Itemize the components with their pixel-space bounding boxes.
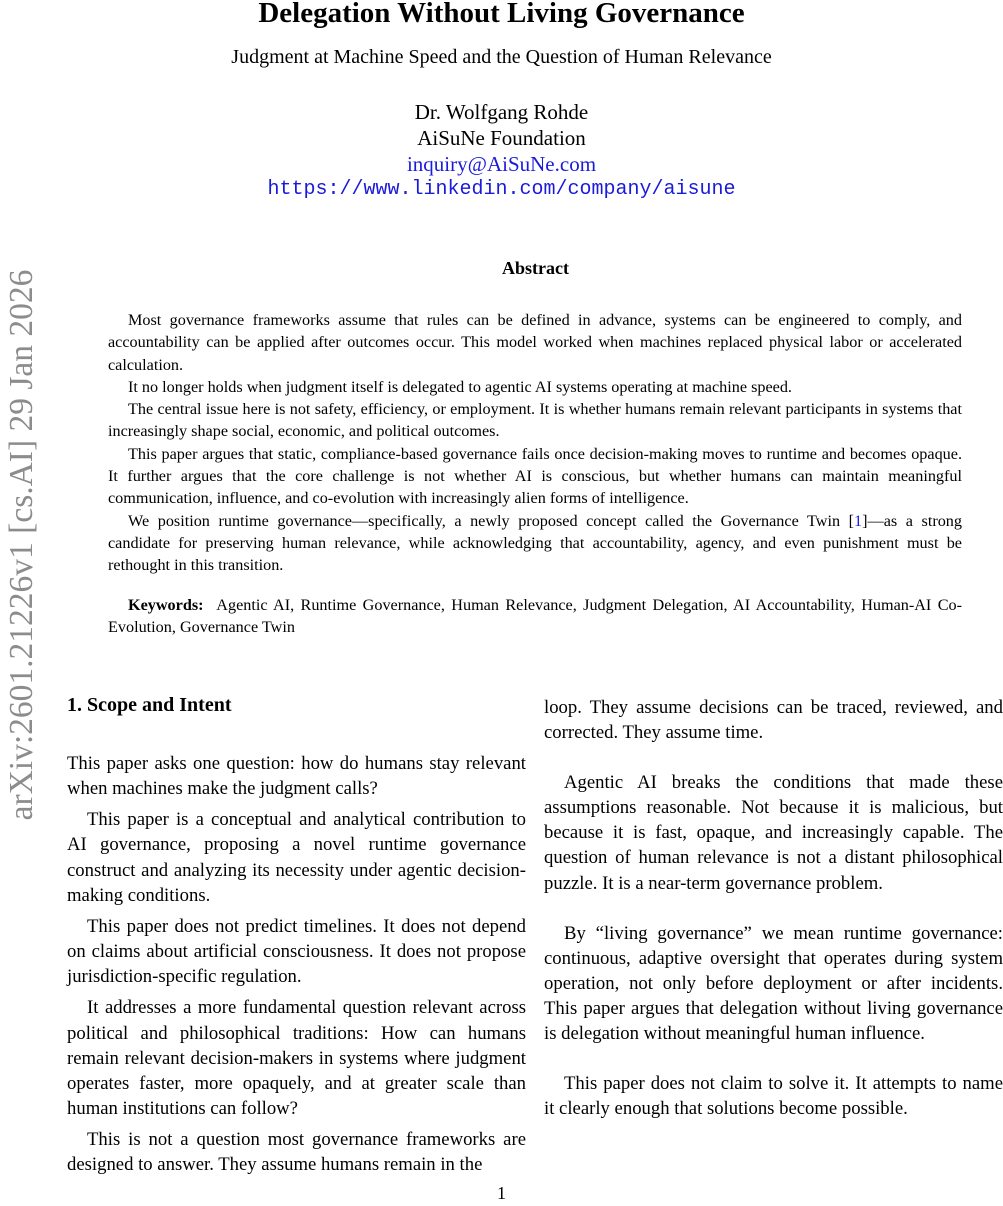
- paper-title: Delegation Without Living Governance: [258, 0, 745, 29]
- body-paragraph: loop. They assume decisions can be traced, reviewed, and corrected. They assume time.: [544, 697, 1003, 744]
- author-block: [0, 100, 1003, 203]
- body-paragraph: Agentic AI breaks the conditions that made these assumptions reasonable. Not because it is malicious, but because it is fast, opaque, and increasingly capable. The question of human relevance is not a distant philosophical puzzle. It is a near-term governance problem.: [544, 772, 1003, 894]
- arxiv-identifier: arXiv:2601.21226v1 [cs.AI] 29 Jan 2026: [3, 269, 40, 821]
- body-paragraph: This is not a question most governance frameworks are designed to answer. They assume humans remain in the: [67, 1129, 526, 1176]
- body-paragraph: This paper is a conceptual and analytical contribution to AI governance, proposing a novel runtime governance construct and analyzing its necessity under agentic decision-making conditions.: [67, 809, 526, 906]
- body-paragraph: This paper asks one question: how do humans stay relevant when machines make the judgment calls?: [67, 753, 526, 800]
- left-column: [67, 690, 526, 1177]
- abstract-body: [108, 309, 962, 577]
- section-heading: 1. Scope and Intent: [67, 694, 232, 716]
- author-affiliation: AiSuNe Foundation: [417, 125, 586, 150]
- body-paragraph: This paper does not predict timelines. It does not depend on claims about artificial consciousness. It does not propose jurisdiction-specific regulation.: [67, 915, 526, 988]
- author-name: Dr. Wolfgang Rohde: [414, 100, 589, 124]
- abstract-text: We position runtime governance—specifically, a newly proposed concept called the Governance Twin [: [128, 511, 855, 530]
- paper-subtitle: Judgment at Machine Speed and the Question of Human Relevance: [231, 46, 772, 68]
- citation-link[interactable]: 1: [854, 511, 863, 530]
- abstract-heading: Abstract: [502, 258, 569, 278]
- author-email-link[interactable]: inquiry@AiSuNe.com: [406, 151, 597, 176]
- page-number: 1: [497, 1183, 506, 1203]
- abstract-paragraph: It no longer holds when judgment itself is delegated to agentic AI systems operating at machine speed.: [128, 377, 792, 396]
- body-paragraph: By “living governance” we mean runtime governance: continuous, adaptive oversight that operates during system operation, not only before deployment or after incidents. This paper argues that delegation without living governance is delegation without meaningful human influence.: [544, 922, 1003, 1045]
- author-url-link[interactable]: https://www.linkedin.com/company/aisune: [267, 178, 736, 202]
- right-column: [544, 695, 1003, 1121]
- abstract-paragraph: The central issue here is not safety, efficiency, or employment. It is whether humans remain relevant participants in systems that increasingly shape social, economic, and political outcomes.: [108, 400, 962, 441]
- abstract-paragraph: This paper argues that static, compliance-based governance fails once decision-making moves to runtime and becomes opaque. It further argues that the core challenge is not whether AI is conscious, but whether humans can maintain meaningful communication, influence, and co-evolution with increasingly alien forms of intelligence.: [108, 444, 962, 508]
- keywords-label: Keywords:: [128, 596, 204, 614]
- body-paragraph: It addresses a more fundamental question relevant across political and philosophical traditions: How can humans remain relevant decision-makers in systems where judgment operates faster, more opaquely, and at greater scale than human institutions can follow?: [67, 997, 526, 1119]
- abstract-paragraph: Most governance frameworks assume that rules can be defined in advance, systems can be engineered to comply, and accountability can be applied after outcomes occur. This model worked when machines replaced physical labor or accelerated calculation.: [108, 311, 962, 374]
- keywords-text: Agentic AI, Runtime Governance, Human Relevance, Judgment Delegation, AI Accountability, Human-AI Co-Evolution, Governance Twin: [108, 596, 962, 637]
- abstract-text: ]—as a strong candidate for preserving human relevance, while acknowledging that accountability, agency, and even punishment must be rethought in this transition.: [108, 511, 962, 575]
- abstract-paragraph: [108, 510, 962, 577]
- body-paragraph: This paper does not claim to solve it. It attempts to name it clearly enough that solutions become possible.: [544, 1073, 1003, 1120]
- keywords: [108, 594, 962, 639]
